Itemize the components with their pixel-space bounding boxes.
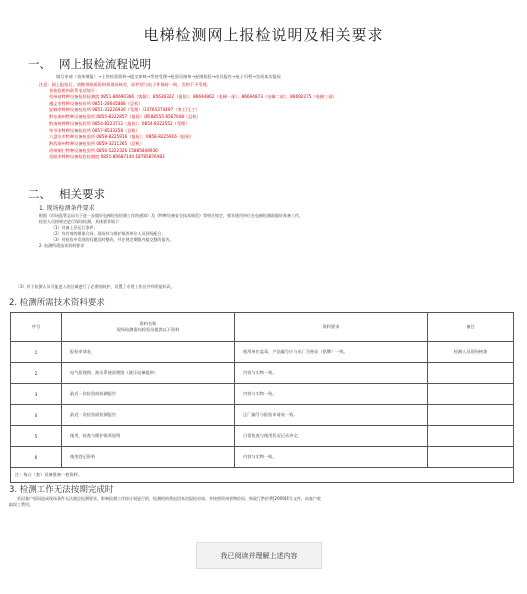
cell-no: 1: [11, 342, 62, 363]
cell-name: 最近一次检验或检测报告: [62, 384, 235, 405]
cell-name: 报检申请表: [62, 342, 235, 363]
section-number: 二、: [28, 187, 51, 201]
contact-line: 黔西南州特种设备检验所 0859-3211265（总机）: [49, 141, 144, 146]
cell-name: 最近一次检验或检测报告: [62, 405, 235, 426]
cell-remark: [428, 426, 514, 447]
table-row: [11, 363, 514, 384]
contact-line: 各检验机构联系电话如下：: [49, 88, 100, 93]
cell-remark: [428, 447, 514, 468]
cell-name: 使用登记资料: [62, 447, 235, 468]
cell-remark: [428, 363, 514, 384]
paragraph-line: 2. 检测所需技术资料要求: [39, 243, 85, 248]
cell-req: 使用单位盖章，产品编号应与出厂合格证（铭牌）一致。: [235, 342, 428, 363]
cell-no: 4: [11, 405, 62, 426]
contact-line: 安顺市特种设备检验所 0851-33226930（受理）/13765374497（李工/王工）: [49, 107, 200, 112]
cell-req: 内容与实物一致。: [235, 363, 428, 384]
table-row: [11, 405, 514, 426]
cell-no: 6: [11, 447, 62, 468]
paragraph-line: 若因客户原因造成现场条件无法满足检测要求，影响检测工作按计划进行的，检测机构将退回本次报检申请，并按照贵州省物价局、财政厅黔价费[2009]4号文件，向客户收: [17, 496, 321, 501]
contact-line: 遵义市特种设备检验所 0851-28645888（总机）: [49, 101, 143, 106]
header-req: 资料要求: [235, 313, 428, 342]
cell-no: 2: [11, 363, 62, 384]
cell-remark: [428, 405, 514, 426]
cell-remark: 检测人员现场核查: [428, 342, 514, 363]
contact-line: 六盘水市特种设备检验所 0858-8225916（报检）；0858-8225916（报检）: [49, 134, 194, 139]
protection-note: （3）对于检测人员可能进入的区域进行了必要的防护，设置了专用工作区并有明显标识。: [16, 284, 175, 289]
table-header-row: [11, 313, 514, 342]
header-name-line2: 现场检测需向检验员提供以下资料: [116, 327, 180, 332]
section-heading-requirements: [28, 186, 105, 202]
cell-remark: [428, 384, 514, 405]
table-note: 注：每台（套）设备准备一套资料。: [11, 468, 514, 483]
paragraph-line: （3）对检验中发现的问题及时整改，并在规定期限内提交整改报告。: [51, 237, 174, 242]
cell-req: 内容与实物一致。: [235, 384, 428, 405]
subheading-technical-docs: 2. 检测所需技术资料要求: [9, 298, 105, 308]
contact-line: 贵阳市特种设备检验检测院 0851-85687144 18785876483: [49, 154, 165, 159]
cell-req: 正厂编号与报检申请表一致。: [235, 405, 428, 426]
cell-no: 5: [11, 426, 62, 447]
delay-text: [9, 496, 519, 508]
section-heading-process: [28, 56, 151, 72]
cell-name: 电气原理图、液压系统原理图（液压电梯提供）: [62, 363, 235, 384]
header-name: [62, 313, 235, 342]
subheading-site-conditions: 1. 现场检测条件要求: [39, 205, 95, 212]
header-no: 序号: [11, 313, 62, 342]
cell-req: 内容与实物一致。: [235, 447, 428, 468]
contact-line: 贵州省特种设备检验检测院 0851-86690366（客服）；85630322（报检）；86694862（电梯一部）；86694873（电梯二部）；86692275（电梯三部）: [49, 94, 337, 99]
flow-text: 填写申请（表单填报）→上传检验资料→提交审核→等待受理→检验员接单→安排检验→出具报告→电子归档→完成本次报检: [56, 74, 281, 79]
paragraph-line: 取误工费用。: [9, 502, 33, 507]
section-label: 相关要求: [59, 187, 105, 201]
table-row: [11, 342, 514, 363]
cell-no: 3: [11, 384, 62, 405]
site-conditions-text: [39, 213, 509, 249]
requirements-table: [10, 312, 514, 483]
contact-line: 黔南州特种设备检验所 0854-8223712（报检）；0854-8222552（受理）: [49, 121, 190, 126]
confirm-read-button[interactable]: 我已阅读并理解上述内容: [196, 542, 322, 569]
table-row: [11, 447, 514, 468]
paragraph-line: （1）具备上层运行条件；: [51, 225, 98, 230]
table-row: [11, 426, 514, 447]
cell-req: 日常检查与使用状况记录齐全。: [235, 426, 428, 447]
header-name-line1: 资料名称: [139, 321, 157, 326]
table-row: [11, 384, 514, 405]
contact-line: 毕节市特种设备检验所 0857-8533358（总机）: [49, 128, 140, 133]
paragraph-line: 根据《市场监管总局关于进一步做好电梯检验检测工作的通知》及《特种设备安全技术规范》等相关规定，要求使用单位在电梯检测前做好准备工作，: [39, 213, 303, 218]
paragraph-line: 检验人员按规定进行现场检测，具体要求如下：: [39, 219, 123, 224]
cell-name: 使用、检查与维护保养说明: [62, 426, 235, 447]
contact-line: 黔东南州特种设备检验所 0855-8222857（报检）/8588555 8567048（总机）: [49, 114, 201, 119]
table-note-row: [11, 468, 514, 483]
contact-line: 贵州铜仁特种设备检验所 0856-5222326 15885848936: [49, 148, 158, 153]
section-number: 一、: [28, 57, 51, 71]
page-title: 电梯检测网上报检说明及相关要求: [143, 26, 384, 44]
header-remark: 备注: [428, 313, 514, 342]
subheading-delay: 3. 检测工作无法按期完成时: [9, 485, 114, 495]
section-label: 网上报检流程说明: [59, 57, 151, 71]
contact-line: 注意：网上报检后，请携带纸质资料到现场核对，原件须与电子件保持一致，否则不予受理。: [39, 82, 211, 87]
paragraph-line: （2）有有效的维保合同，现场有与维护保养单位人员到场配合；: [51, 231, 166, 236]
